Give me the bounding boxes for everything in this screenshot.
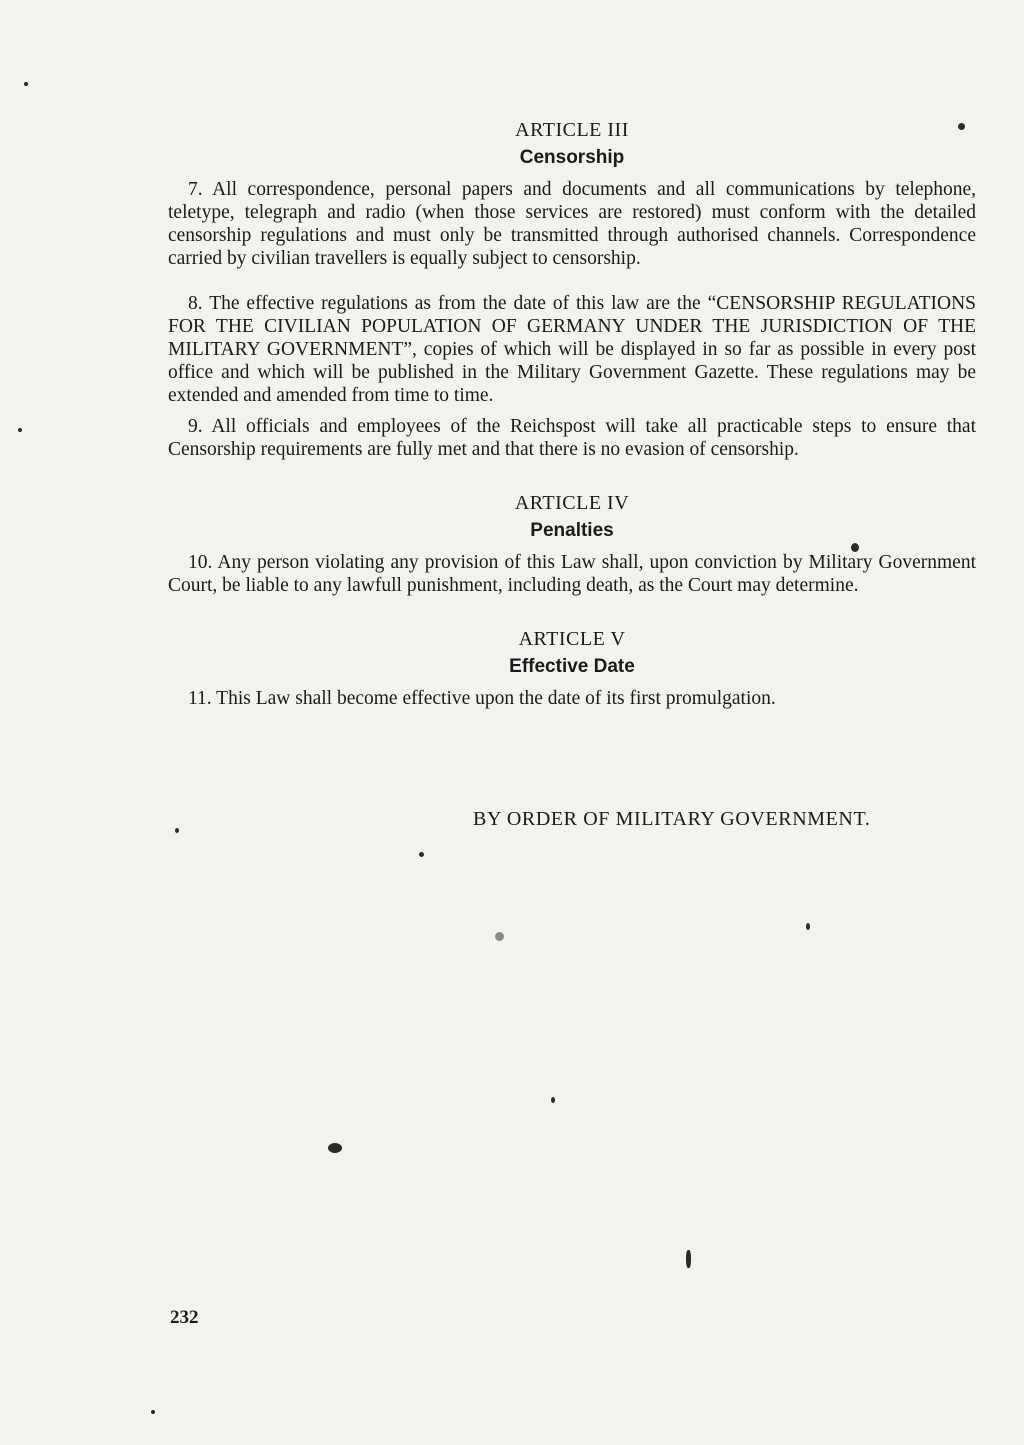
scan-speck bbox=[419, 852, 424, 857]
paragraph-11: 11. This Law shall become effective upon the date of its first promulgation. bbox=[188, 688, 776, 709]
scan-speck bbox=[18, 428, 22, 432]
scan-speck bbox=[151, 1410, 155, 1414]
article-4-heading: ARTICLE IV bbox=[514, 492, 630, 514]
document-body bbox=[168, 116, 976, 710]
article-5-title: Effective Date bbox=[509, 656, 635, 677]
paragraph-9: 9. All officials and employees of the Reichspost will take all practicable steps to ensure that Censorship requirements are fully met and that there is no evasion of censorship. bbox=[168, 416, 976, 460]
paragraph-7: 7. All correspondence, personal papers and documents and all communications by telephone, teletype, telegraph and radio (when those services are restored) must conform with the detailed censorship regulations and must only be transmitted through authorised channels. Correspondence carried by civilian travellers is equally subject to censorship. bbox=[168, 179, 976, 269]
article-5-heading: ARTICLE V bbox=[518, 628, 626, 650]
signature-line: BY ORDER OF MILITARY GOVERNMENT. bbox=[473, 808, 871, 830]
scan-speck bbox=[806, 923, 810, 930]
scan-speck bbox=[328, 1143, 342, 1153]
scan-speck bbox=[24, 82, 28, 86]
scan-speck bbox=[551, 1097, 555, 1103]
article-3-title: Censorship bbox=[519, 147, 625, 168]
page-number: 232 bbox=[170, 1307, 199, 1328]
scan-speck bbox=[495, 932, 504, 941]
paragraph-10: 10. Any person violating any provision of this Law shall, upon conviction by Military Government Court, be liable to any lawfull punishment, including death, as the Court may determine. bbox=[168, 552, 976, 596]
scan-speck bbox=[175, 828, 179, 833]
scan-speck bbox=[686, 1250, 691, 1268]
article-3-heading: ARTICLE III bbox=[515, 119, 629, 141]
article-4-title: Penalties bbox=[530, 520, 614, 541]
paragraph-8: 8. The effective regulations as from the date of this law are the “CENSORSHIP REGULATIONS FOR THE CIVILIAN POPULATION OF GERMANY UNDER THE JURISDICTION OF THE MILITARY GOVERNMENT”, copies of which will be displayed in so far as possible in every post office and which will be published in the Military Government Gazette. These regulations may be extended and amended from time to time. bbox=[168, 293, 976, 406]
